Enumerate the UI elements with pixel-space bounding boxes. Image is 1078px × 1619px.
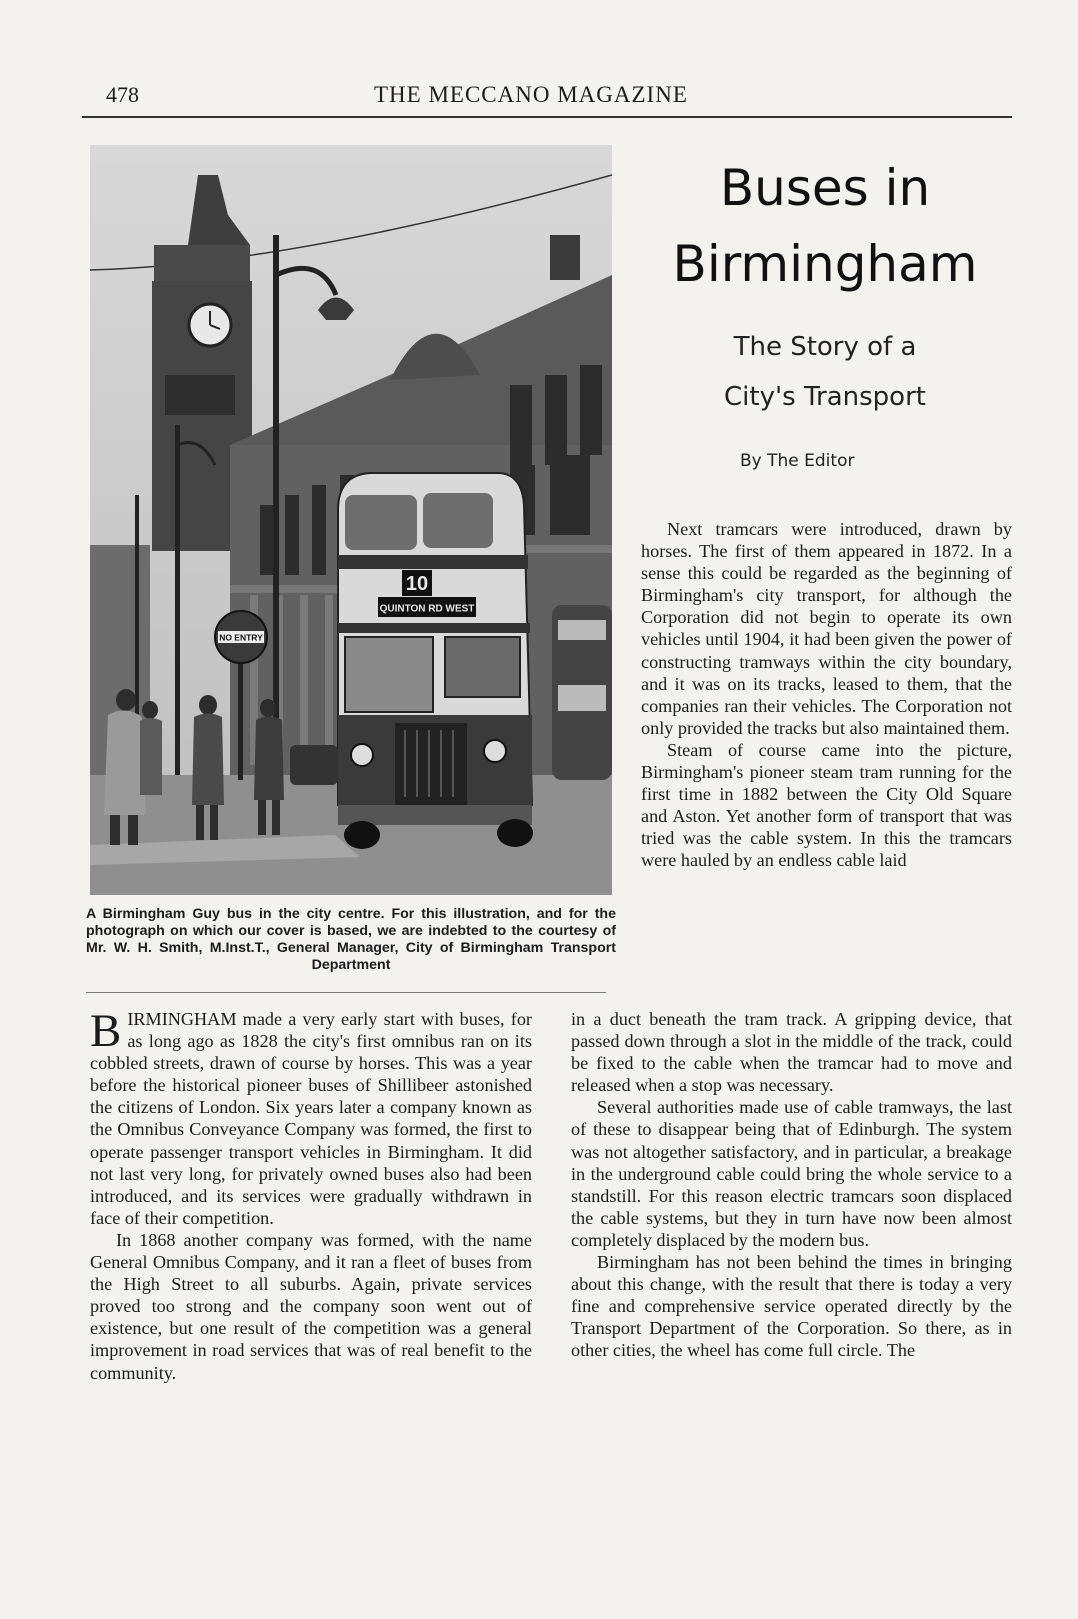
- bus-route-number: 10: [405, 573, 429, 595]
- title-line-2: Birmingham: [672, 235, 978, 293]
- photo-caption: A Birmingham Guy bus in the city centre. For this illustration, and for the photograph on which our cover is based, we are indebted to the courtesy of Mr. W. H. Smith, M.Inst.T., General Manager, City of Birmingham Transport Department: [86, 906, 616, 973]
- caption-divider: [86, 992, 606, 993]
- paragraph: Several authorities made use of cable tramways, the last of these to disappear being that of Edinburgh. The system was not altogether satisfactory, and in particular, a breakage in the underground cable could bring the whole service to a standstill. For this reason electric tramcars soon displaced the cable systems, but they in turn have now been almost completely displaced by the modern bus.: [571, 1097, 1012, 1250]
- header-rule: [82, 116, 1012, 118]
- running-title: THE MECCANO MAGAZINE: [374, 82, 688, 107]
- subtitle-line-1: The Story of a: [733, 332, 917, 362]
- article-title: [660, 150, 990, 302]
- article-column-right-top: [641, 518, 1012, 872]
- byline: By The Editor: [740, 451, 855, 471]
- drop-cap: B: [90, 1005, 122, 1057]
- title-line-1: Buses in: [719, 159, 931, 217]
- article-column-left: [90, 1005, 532, 1384]
- paragraph: In 1868 another company was formed, with the name General Omnibus Company, and it ran a fleet of buses from the High Street to all suburbs. Again, private services proved too strong and the company soon went out of existence, but one result of the competition was a general improvement in road services that was of real benefit to the community.: [90, 1229, 532, 1383]
- paragraph: in a duct beneath the tram track. A gripping device, that passed down through a slot in the middle of the track, could be fixed to the cable when the tramcar had to move and released when a stop was necessary.: [571, 1009, 1012, 1096]
- paragraph: Next tramcars were introduced, drawn by horses. The first of them appeared in 1872. In a sense this could be regarded as the beginning of Birmingham's city transport, for although the Corporation did not begin to operate its own vehicles until 1904, it had been given the power of constructing tramways within the city boundary, and it was on its tracks, leased to them, that the companies ran their vehicles. The Corporation not only provided the tracks but also maintained them.: [641, 519, 1012, 738]
- page-number: 478: [106, 82, 139, 107]
- no-entry-sign-text: NO ENTRY: [219, 632, 263, 643]
- paragraph: Birmingham has not been behind the times in bringing about this change, with the result that there is today a very fine and comprehensive service operated directly by the Transport Department of the Corporation. So there, as in other cities, the wheel has come full circle. The: [571, 1252, 1012, 1361]
- paragraph: Steam of course came into the picture, Birmingham's pioneer steam tram running for the first time in 1882 between the City Old Square and Aston. Yet another form of transport that was tried was the cable system. In this the tramcars were hauled by an endless cable laid: [641, 739, 1012, 871]
- subtitle-line-2: City's Transport: [724, 382, 926, 412]
- opening-paragraph: [90, 1005, 532, 1229]
- bus-destination: QUINTON RD WEST: [379, 603, 475, 615]
- article-subtitle: [680, 322, 970, 422]
- article-column-right-bottom: [571, 1008, 1012, 1362]
- opening-text: IRMINGHAM made a very early start with buses, for as long ago as 1828 the city's first omnibus ran on its cobbled streets, drawn of course by horses. This was a year before the historical pioneer buses of Shillibeer astonished the citizens of London. Six years later a company known as the Omnibus Conveyance Company was formed, the first to operate passenger transport vehicles in Birmingham. It did not last very long, for privately owned buses also had been introduced, and its services were gradually withdrawn in face of their competition.: [90, 1009, 532, 1228]
- double-decker-bus: [338, 473, 533, 849]
- bus-photograph: [90, 145, 612, 895]
